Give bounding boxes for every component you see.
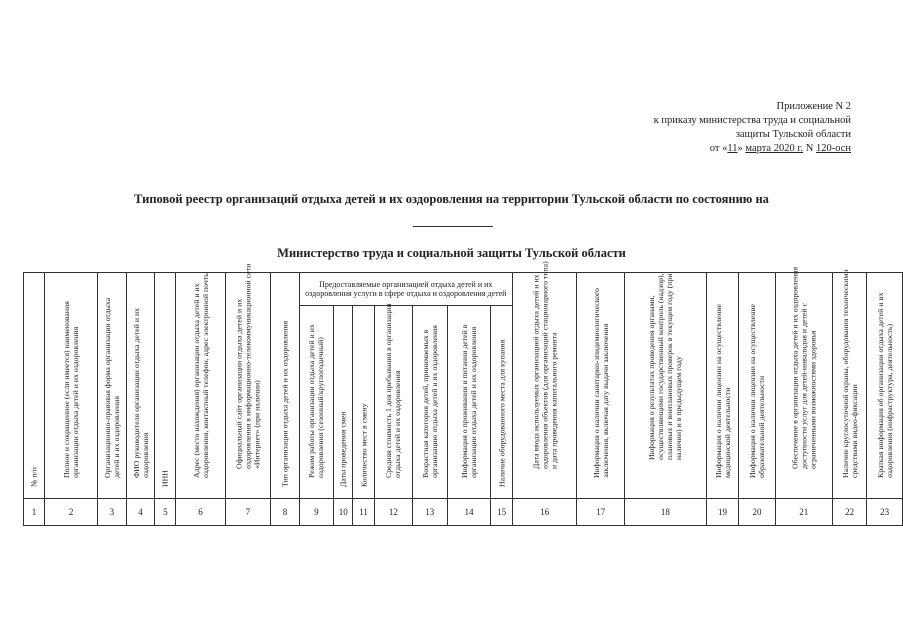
appendix-text: от « bbox=[709, 143, 728, 154]
col-header-text: ФИО руководителя организации отдыха детей и их оздоровления bbox=[131, 307, 150, 478]
appendix-line: к приказу министерства труда и социальной bbox=[653, 115, 851, 126]
column-number: 23 bbox=[867, 499, 903, 526]
column-number: 7 bbox=[225, 499, 271, 526]
col-header-text: Информация о наличии лицензии на осуществление образовательной деятельности bbox=[748, 303, 767, 478]
col-header-text: Режим работы организации отдыха детей и их оздоровления (сезонный/круглогодичный) bbox=[307, 324, 326, 478]
col-header bbox=[155, 273, 176, 499]
col-header bbox=[625, 273, 707, 499]
col-header bbox=[126, 273, 155, 499]
column-number: 13 bbox=[413, 499, 448, 526]
column-number: 4 bbox=[126, 499, 155, 526]
col-header bbox=[24, 273, 45, 499]
appendix-block bbox=[654, 100, 851, 156]
col-header-text: Организационно-правовая форма организации отдыха детей и их оздоровления bbox=[102, 297, 121, 478]
column-number: 11 bbox=[353, 499, 374, 526]
document-title: Типовой реестр организаций отдыха детей и их оздоровления на территории Тульской области по состоянию на bbox=[134, 192, 769, 206]
column-number: 10 bbox=[334, 499, 353, 526]
col-header bbox=[413, 306, 448, 499]
column-number: 18 bbox=[625, 499, 707, 526]
col-header-text: Информация о наличии лицензии на осуществление медицинской деятельности bbox=[713, 303, 732, 478]
column-number: 2 bbox=[45, 499, 98, 526]
column-number: 14 bbox=[447, 499, 491, 526]
appendix-text: N bbox=[803, 143, 816, 154]
col-header bbox=[577, 273, 625, 499]
services-group-header: Предоставляемые организацией отдыха детей и их оздоровления услуги в сфере отдыха и оздоровления детей bbox=[299, 273, 512, 306]
column-number: 1 bbox=[24, 499, 45, 526]
col-header-text: Количество мест в смену bbox=[359, 403, 369, 487]
column-number: 22 bbox=[832, 499, 867, 526]
col-header bbox=[447, 306, 491, 499]
col-header bbox=[512, 261, 577, 499]
col-header bbox=[98, 273, 127, 499]
order-month-year: марта 2020 г. bbox=[745, 143, 804, 154]
col-header-text: Адрес (место нахождения) организации отдыха детей и их оздоровления, контактный телефон, адрес электронной почты bbox=[191, 271, 210, 478]
col-header bbox=[271, 273, 300, 499]
column-number: 12 bbox=[374, 499, 412, 526]
col-header bbox=[775, 266, 832, 499]
column-number: 15 bbox=[491, 499, 512, 526]
registry-table bbox=[23, 261, 903, 526]
col-header bbox=[334, 306, 353, 499]
order-number: 120-осн bbox=[815, 143, 851, 154]
col-header-text: Средняя стоимость 1 дня пребывания в организации отдыха детей и их оздоровления bbox=[384, 303, 403, 478]
col-header-text: Наличие оборудованного места для купания bbox=[497, 339, 507, 487]
col-header bbox=[176, 273, 225, 499]
col-header bbox=[353, 306, 374, 499]
col-header-text: Дата ввода используемых организацией отдыха детей и их оздоровления объектов (для организаций стационарного типа) и дата проведения капитального ремонта bbox=[531, 261, 559, 469]
column-number: 9 bbox=[299, 499, 333, 526]
col-header bbox=[374, 303, 412, 499]
col-header bbox=[225, 263, 271, 499]
col-header-text: Информация о проживании и питании детей в организации отдыха детей и их оздоровления bbox=[459, 324, 478, 478]
col-header-text: Информация о результатах проведения органами, осуществляющими государственный контроль (надзор), плановых и внеплановых проверок в текущем году (при наличии) и в предыдущем году bbox=[647, 273, 684, 460]
col-header-text: № п/п bbox=[29, 467, 39, 487]
col-header-text: Наличие круглосуточной охраны, оборудования техническими средствами видео-фиксации bbox=[840, 269, 859, 478]
col-header-text: Даты проведения смен bbox=[338, 411, 348, 487]
col-header-text: Тип организации отдыха детей и их оздоровления bbox=[280, 320, 290, 487]
col-header bbox=[45, 273, 98, 499]
column-number: 8 bbox=[271, 499, 300, 526]
date-blank-line bbox=[413, 226, 493, 227]
col-header bbox=[706, 273, 739, 499]
appendix-line: защиты Тульской области bbox=[735, 129, 851, 140]
col-header bbox=[299, 306, 333, 499]
appendix-date-line bbox=[654, 142, 851, 156]
col-header bbox=[832, 269, 867, 499]
col-header bbox=[867, 273, 903, 499]
column-number: 5 bbox=[155, 499, 176, 526]
col-header-text: Возрастная категория детей, принимаемых в организацию отдыха детей и их оздоровления bbox=[420, 325, 439, 478]
column-number: 17 bbox=[577, 499, 625, 526]
col-header-text: ИНН bbox=[160, 470, 170, 487]
document-subtitle: Министерство труда и социальной защиты Тульской области bbox=[277, 246, 626, 260]
col-header-text: Полное и сокращенное (если имеется) наименования организации отдыха детей и их оздоровления bbox=[62, 301, 81, 478]
appendix-text: » bbox=[737, 143, 746, 154]
col-header-text: Обеспечение в организации отдыха детей и их оздоровления доступности услуг для детей-инвалидов и детей с ограниченными возможностями здоровья bbox=[790, 266, 818, 469]
col-header-text: Официальный сайт организации отдыха детей и их оздоровления в информационно-телекоммуникационной сети «Интернет» (при наличии) bbox=[234, 263, 262, 469]
order-day: 11 bbox=[727, 143, 738, 154]
appendix-line: Приложение N 2 bbox=[776, 101, 851, 112]
col-header-text: Краткая информация об организации отдыха детей и их оздоровления (инфраструктура, деятельность) bbox=[875, 292, 894, 478]
col-header bbox=[491, 306, 512, 499]
column-number: 3 bbox=[98, 499, 127, 526]
col-header bbox=[739, 273, 775, 499]
column-number: 21 bbox=[775, 499, 832, 526]
column-number: 19 bbox=[706, 499, 739, 526]
column-number: 16 bbox=[512, 499, 577, 526]
column-number: 20 bbox=[739, 499, 775, 526]
column-number: 6 bbox=[176, 499, 225, 526]
col-header-text: Информация о наличии санитарно-эпидемиологического заключения, включая дату выдачи заключения bbox=[591, 288, 610, 478]
